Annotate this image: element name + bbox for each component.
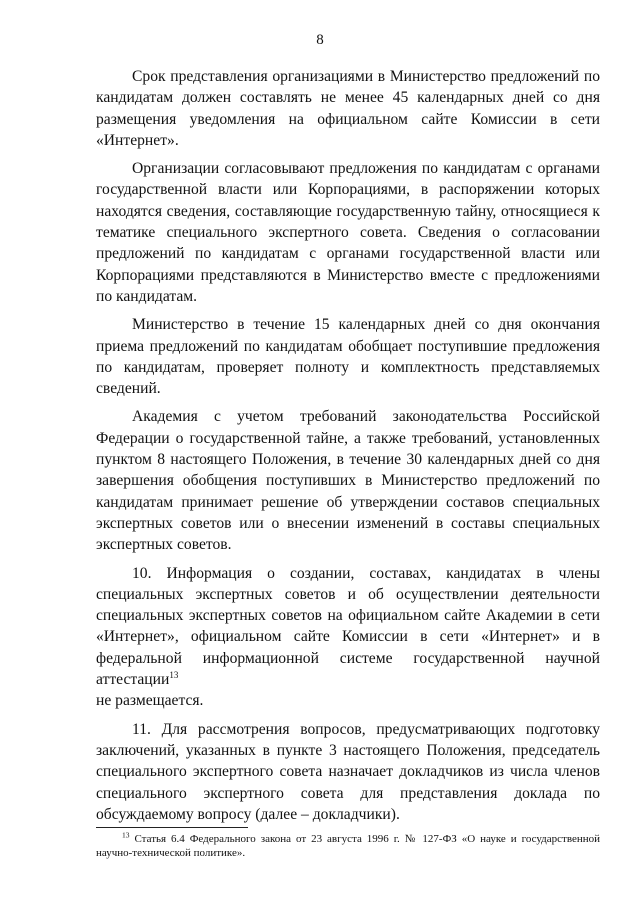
paragraph-11: 11. Для рассмотрения вопросов, предусматривающих подготовку заключений, указанных в пункте 3 настоящего Положения, председатель специального экспертного совета назначает докладчиков из числа членов специального экспертного совета для представления доклада по обсуждаемому вопросу (далее – докладчики). — [96, 720, 600, 823]
paragraph-ministry-summary: Министерство в течение 15 календарных дней со дня окончания приема предложений по кандидатам обобщает поступившие предложения по кандидатам, проверяет полноту и комплектность представляемых сведений. — [96, 316, 600, 398]
page-number: 8 — [316, 32, 324, 48]
footnote-divider — [96, 827, 248, 828]
paragraph-10-tail: не размещается. — [96, 692, 204, 710]
footnote-number: 13 — [122, 830, 130, 840]
footnote — [96, 832, 600, 860]
footnote-reference: 13 — [169, 669, 179, 680]
paragraph-academy-decision: Академия с учетом требований законодательства Российской Федерации о государственной тайне, а также требований, установленных пунктом 8 настоящего Положения, в течение 30 календарных дней со дня завершения обобщения поступивших в Министерство предложений по кандидатам принимает решение об утверждении составов специальных экспертных советов или о внесении изменений в составы специальных экспертных советов. — [96, 408, 600, 554]
paragraph-coordination: Организации согласовывают предложения по кандидатам с органами государственной власти или Корпорациями, в распоряжении которых находятся сведения, составляющие государственную тайну, относящиеся к тематике специального экспертного совета. Сведения о согласовании предложений по кандидатам с органами государственной власти или Корпорациями представляются в Министерство вместе с предложениями по кандидатам. — [96, 160, 600, 305]
paragraph-10 — [96, 563, 600, 691]
footnote-text: Статья 6.4 Федерального закона от 23 августа 1996 г. № 127-ФЗ «О науке и государственной научно-технической политике». — [96, 833, 600, 859]
paragraph-10-body: 10. Информация о создании, составах, кандидатах в члены специальных экспертных советов и об осуществлении деятельности специальных экспертных советов на официальном сайте Академии в сети «Интернет», официальном сайте Комиссии в сети «Интернет» и в федеральной информационной системе государственной научной аттестации — [96, 564, 600, 689]
main-text — [96, 66, 600, 825]
paragraph-submission-deadline: Срок представления организациями в Министерство предложений по кандидатам должен составлять не менее 45 календарных дней со дня размещения уведомления на официальном сайте Комиссии в сети «Интернет». — [96, 68, 600, 149]
